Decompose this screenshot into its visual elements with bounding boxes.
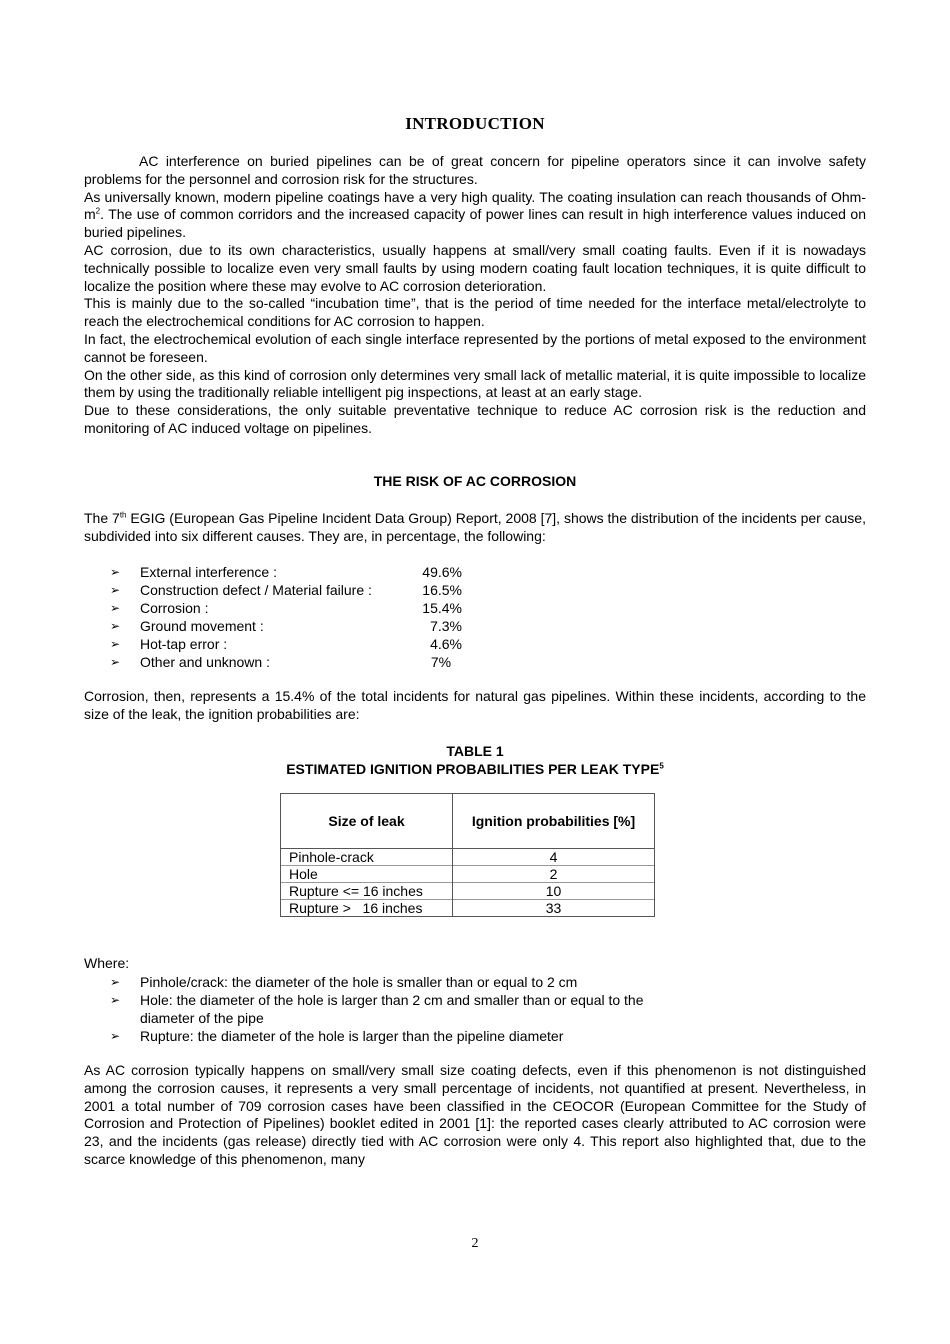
table-header-row — [281, 794, 655, 849]
arrowhead-bullet-icon: ➢ — [110, 655, 121, 669]
intro-paragraph-5: In fact, the electrochemical evolution of each single interface represented by the portions of metal exposed to the environment cannot be foreseen. — [84, 330, 866, 365]
intro-paragraph-6: On the other side, as this kind of corrosion only determines very small lack of metallic material, it is quite impossible to localize them by using the traditionally reliable intelligent pig inspections, at least at an early stage. — [84, 366, 866, 401]
risk-paragraph-1-part-b: EGIG (European Gas Pipeline Incident Data Group) Report, 2008 [7], shows the distribution of the incidents per cause, subdivided into six different causes. They are, in percentage, the following: — [84, 510, 866, 544]
risk-paragraph-1 — [84, 510, 866, 546]
table-title — [0, 760, 950, 778]
risk-heading: THE RISK OF AC CORROSION — [373, 473, 577, 489]
risk-paragraph-2: Corrosion, then, represents a 15.4% of the total incidents for natural gas pipelines. Within these incidents, according to the size of the leak, the ignition probabilities are: — [84, 688, 866, 722]
table-caption: TABLE 1 — [446, 743, 504, 759]
list-item — [110, 599, 462, 617]
cell-probability: 4 — [453, 849, 655, 866]
cause-value: 7% — [430, 654, 452, 670]
cause-label: Corrosion : — [140, 600, 209, 616]
risk-paragraph-1-part-a: The 7 — [84, 510, 120, 526]
list-item — [110, 1027, 710, 1045]
list-item — [110, 617, 462, 635]
cause-label: Construction defect / Material failure : — [140, 582, 372, 598]
cause-value: 7.3% — [430, 618, 462, 634]
cell-size: Pinhole-crack — [281, 849, 453, 866]
introduction-heading: INTRODUCTION — [405, 114, 545, 133]
column-header-size: Size of leak — [281, 794, 453, 849]
table-row — [281, 883, 655, 900]
arrowhead-bullet-icon: ➢ — [110, 619, 121, 633]
cell-size: Rupture > 16 inches — [281, 900, 453, 917]
cell-size: Rupture <= 16 inches — [281, 883, 453, 900]
arrowhead-bullet-icon: ➢ — [110, 565, 121, 579]
cause-label: External interference : — [140, 564, 277, 580]
introduction-body — [84, 153, 866, 438]
table-row — [281, 849, 655, 866]
where-item-text: Rupture: the diameter of the hole is larger than the pipeline diameter — [140, 1028, 564, 1044]
cell-probability: 2 — [453, 866, 655, 883]
intro-paragraph-7: Due to these considerations, the only suitable preventative technique to reduce AC corrosion risk is the reduction and monitoring of AC induced voltage on pipelines. — [84, 402, 866, 436]
cause-label: Hot-tap error : — [140, 636, 228, 652]
superscript: 5 — [659, 761, 664, 771]
ignition-probabilities-table — [280, 793, 655, 917]
where-list — [110, 973, 710, 1045]
list-item — [110, 991, 700, 1027]
intro-paragraph-2 — [84, 189, 866, 242]
arrowhead-bullet-icon: ➢ — [110, 583, 121, 597]
cause-value: 49.6% — [422, 564, 462, 580]
list-item — [110, 653, 462, 671]
where-item-text: Pinhole/crack: the diameter of the hole is smaller than or equal to 2 cm — [140, 974, 578, 990]
cause-value: 16.5% — [422, 582, 462, 598]
arrowhead-bullet-icon: ➢ — [110, 637, 121, 651]
intro-paragraph-4: This is mainly due to the so-called “incubation time”, that is the period of time needed for the interface metal/electrolyte to reach the electrochemical conditions for AC corrosion to happen. — [84, 295, 866, 330]
table-row — [281, 900, 655, 917]
causes-list — [110, 563, 462, 671]
arrowhead-bullet-icon: ➢ — [110, 1029, 121, 1043]
arrowhead-bullet-icon: ➢ — [110, 993, 121, 1007]
cell-probability: 33 — [453, 900, 655, 917]
intro-paragraph-3: AC corrosion, due to its own characteristics, usually happens at small/very small coating faults. Even if it is nowadays technically possible to localize even very small faults by using modern coating fault location techniques, it is quite difficult to localize the position where these may evolve to AC corrosion deterioration. — [84, 241, 866, 294]
column-header-probability: Ignition probabilities [%] — [453, 794, 655, 849]
where-item-text: Hole: the diameter of the hole is larger than 2 cm and smaller than or equal to the diameter of the pipe — [140, 992, 644, 1026]
intro-paragraph-2-part-a: As universally known, modern pipeline coatings have a very high quality. The coating insulation can reach thousands of Ohm-m — [84, 188, 866, 223]
where-label: Where: — [84, 955, 130, 971]
cell-probability: 10 — [453, 883, 655, 900]
cause-label: Other and unknown : — [140, 654, 270, 670]
page-number: 2 — [471, 1236, 479, 1251]
superscript: th — [119, 510, 127, 520]
list-item — [110, 635, 462, 653]
cell-size: Hole — [281, 866, 453, 883]
list-item — [110, 563, 462, 581]
superscript: 2 — [95, 206, 101, 216]
cause-label: Ground movement : — [140, 618, 264, 634]
intro-paragraph-2-part-b: . The use of common corridors and the increased capacity of power lines can result in high interference values induced on buried pipelines. — [84, 206, 866, 241]
list-item — [110, 973, 710, 991]
cause-value: 4.6% — [430, 636, 462, 652]
arrowhead-bullet-icon: ➢ — [110, 975, 121, 989]
table-row — [281, 866, 655, 883]
table-title-text: ESTIMATED IGNITION PROBABILITIES PER LEAK TYPE — [286, 761, 660, 777]
cause-value: 15.4% — [422, 600, 462, 616]
list-item — [110, 581, 462, 599]
closing-paragraph: As AC corrosion typically happens on small/very small size coating defects, even if this phenomenon is not distinguished among the corrosion causes, it represents a very small percentage of incidents, not quantified at present. Nevertheless, in 2001 a total number of 709 corrosion cases have been classified in the CEOCOR (European Committee for the Study of Corrosion and Protection of Pipelines) booklet edited in 2001 [1]: the reported cases clearly attributed to AC corrosion were 23, and the incidents (gas release) directly tied with AC corrosion were only 4. This report also highlighted that, due to the scarce knowledge of this phenomenon, many — [84, 1062, 866, 1167]
arrowhead-bullet-icon: ➢ — [110, 601, 121, 615]
intro-paragraph-1: AC interference on buried pipelines can be of great concern for pipeline operators since it can involve safety problems for the personnel and corrosion risk for the structures. — [84, 153, 866, 187]
